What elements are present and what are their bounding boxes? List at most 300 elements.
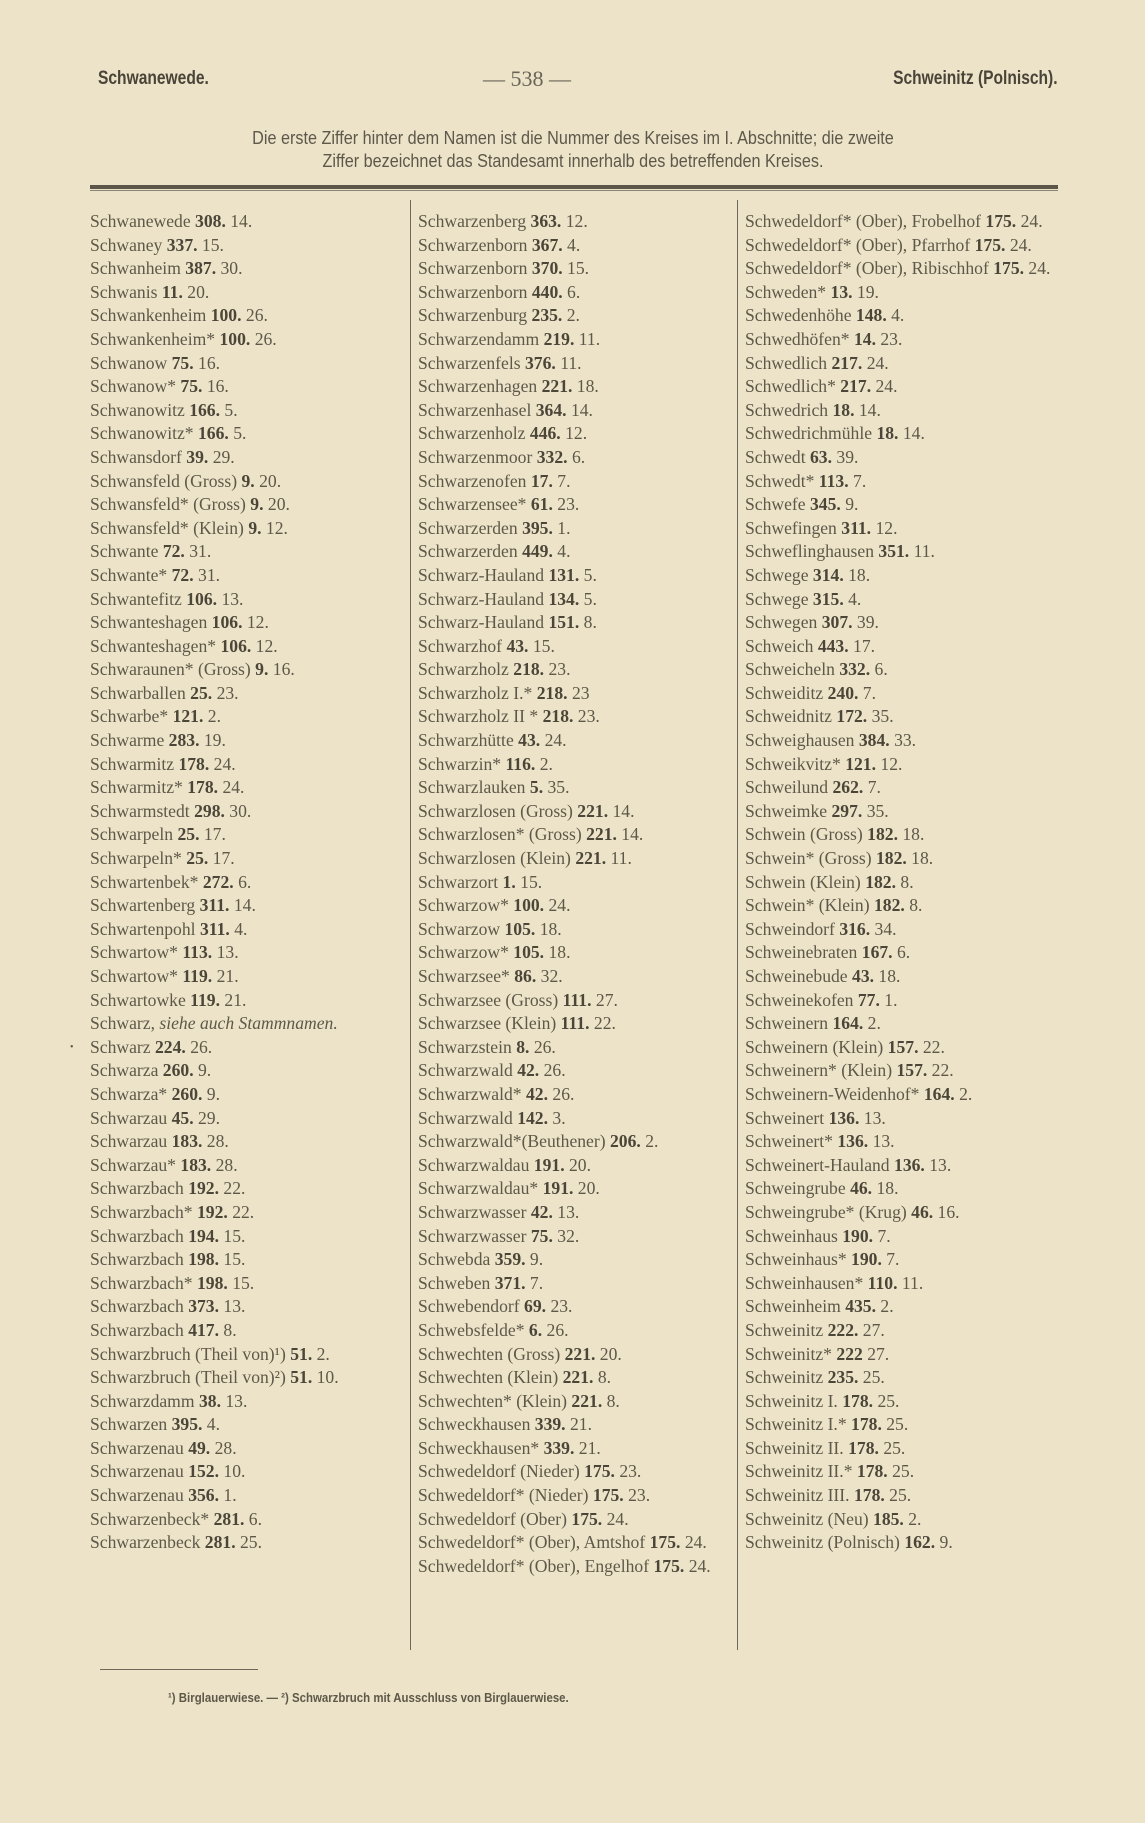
registry-office-number: 6. xyxy=(874,659,888,680)
index-entry xyxy=(745,564,1065,588)
registry-office-number: 1. xyxy=(223,1485,237,1506)
district-number: 25. xyxy=(177,824,200,845)
district-number: 51. xyxy=(290,1343,313,1364)
registry-office-number: 2. xyxy=(880,1296,894,1317)
entry-name: Schweiditz xyxy=(745,682,824,703)
entry-name: Schwarzsee* xyxy=(418,966,510,986)
index-entry xyxy=(745,234,1065,258)
registry-office-number: 15. xyxy=(232,1272,255,1293)
entry-name: Schwedlich* xyxy=(745,376,836,397)
registry-office-number: 9. xyxy=(845,494,859,515)
entry-name: Schweidnitz xyxy=(745,706,832,727)
index-entry xyxy=(418,564,736,588)
index-entry xyxy=(90,1484,402,1508)
registry-office-number: 32. xyxy=(557,1225,580,1246)
index-entry xyxy=(418,1390,736,1414)
index-entry xyxy=(418,1508,736,1532)
district-number: 281. xyxy=(204,1532,236,1553)
index-entry xyxy=(418,1059,736,1083)
index-entry xyxy=(745,1460,1065,1484)
index-entry xyxy=(90,1437,402,1461)
index-entry xyxy=(418,1225,736,1249)
registry-office-number: 8. xyxy=(909,895,923,916)
entry-name: Schwarzenberg xyxy=(418,211,527,231)
registry-office-number: 20. xyxy=(259,470,282,491)
registry-office-number: 4. xyxy=(891,305,905,326)
registry-office-number: 13. xyxy=(216,942,239,963)
index-entry xyxy=(90,375,402,399)
district-number: 164. xyxy=(923,1083,955,1104)
district-number: 217. xyxy=(831,352,863,373)
index-entry xyxy=(745,989,1065,1013)
entry-name: Schwarzau* xyxy=(90,1154,176,1175)
index-entry xyxy=(745,729,1065,753)
district-number: 178. xyxy=(842,1390,874,1411)
registry-office-number: 31. xyxy=(189,541,212,562)
registry-office-number: 4. xyxy=(206,1414,220,1435)
district-number: 13. xyxy=(830,281,853,302)
registry-office-number: 22. xyxy=(232,1201,255,1222)
entry-name: Schweilund xyxy=(745,777,829,798)
district-number: 206. xyxy=(610,1131,641,1152)
index-entry xyxy=(418,705,736,729)
district-number: 198. xyxy=(197,1272,228,1293)
entry-name: Schwarzenborn xyxy=(418,234,528,255)
registry-office-number: 17. xyxy=(203,824,226,845)
district-number: 105. xyxy=(513,942,545,963)
registry-office-number: 3. xyxy=(552,1107,566,1128)
district-number: 272. xyxy=(202,871,234,892)
registry-office-number: 9. xyxy=(206,1083,220,1104)
registry-office-number: 28. xyxy=(206,1131,229,1152)
entry-name: Schweckhausen xyxy=(418,1414,531,1435)
registry-office-number: 7. xyxy=(886,1249,900,1270)
registry-office-number: 17. xyxy=(853,635,876,656)
entry-name: Schwarzlosen (Klein) xyxy=(418,848,571,869)
index-entry xyxy=(90,422,402,446)
district-number: 178. xyxy=(848,1437,879,1458)
district-number: 182. xyxy=(865,871,896,892)
district-number: 106. xyxy=(186,588,218,609)
index-entry xyxy=(418,800,736,824)
index-entry xyxy=(745,1130,1065,1154)
entry-name: Schwarzwasser xyxy=(418,1225,527,1246)
district-number: 43. xyxy=(518,730,541,751)
district-number: 9. xyxy=(250,494,264,515)
registry-office-number: 24. xyxy=(1009,234,1032,255)
district-number: 376. xyxy=(525,352,556,373)
entry-name: Schwarzbruch (Theil von)¹) xyxy=(90,1343,286,1364)
district-number: 443. xyxy=(817,635,849,656)
index-entry xyxy=(418,1555,736,1579)
district-number: 192. xyxy=(197,1201,228,1222)
district-number: 262. xyxy=(832,777,864,798)
registry-office-number: 16. xyxy=(937,1201,960,1222)
district-number: 142. xyxy=(517,1107,548,1128)
entry-name: Schwedeldorf* (Ober), Frobelhof xyxy=(745,211,981,231)
registry-office-number: 25. xyxy=(862,1367,885,1388)
index-entry xyxy=(90,1413,402,1437)
index-entry xyxy=(90,281,402,305)
district-number: 182. xyxy=(867,824,898,845)
district-number: 18. xyxy=(832,399,855,420)
registry-office-number: 10. xyxy=(316,1367,339,1388)
entry-name: Schweighausen xyxy=(745,730,855,751)
registry-office-number: 7. xyxy=(557,470,571,491)
district-number: 9. xyxy=(255,659,269,680)
district-number: 217. xyxy=(840,376,872,397)
registry-office-number: 8. xyxy=(606,1390,620,1411)
district-number: 384. xyxy=(858,730,890,751)
entry-name: Schwege xyxy=(745,588,809,609)
entry-name: Schwartow* xyxy=(90,942,178,963)
registry-office-number: 28. xyxy=(214,1437,237,1458)
entry-name: Schwarzenhagen xyxy=(418,376,538,397)
district-number: 221. xyxy=(586,824,617,845)
index-entry xyxy=(418,871,736,895)
index-entry xyxy=(745,800,1065,824)
index-entry xyxy=(90,1083,402,1107)
index-entry xyxy=(90,1036,402,1060)
registry-office-number: 26. xyxy=(190,1036,213,1057)
district-number: 75. xyxy=(171,352,194,373)
district-number: 100. xyxy=(513,895,545,916)
entry-name: Schweinitz II.* xyxy=(745,1461,853,1482)
registry-office-number: 9. xyxy=(198,1060,212,1081)
index-entry xyxy=(90,800,402,824)
district-number: 297. xyxy=(831,800,863,821)
entry-name: Schwarballen xyxy=(90,682,186,703)
registry-office-number: 26. xyxy=(552,1083,575,1104)
index-entry xyxy=(90,1319,402,1343)
index-entry xyxy=(745,422,1065,446)
registry-office-number: 14. xyxy=(902,423,925,444)
entry-name: Schwechten* (Klein) xyxy=(418,1390,568,1411)
district-number: 157. xyxy=(887,1036,919,1057)
entry-name: Schwarzau xyxy=(90,1131,168,1152)
district-number: 166. xyxy=(189,399,220,420)
entry-name: Schwein (Klein) xyxy=(745,871,861,892)
entry-name: Schwartenpohl xyxy=(90,918,196,939)
index-entry xyxy=(418,1319,736,1343)
index-entry xyxy=(745,635,1065,659)
index-entry xyxy=(90,1248,402,1272)
index-entry xyxy=(418,1177,736,1201)
entry-name: Schweinebraten xyxy=(745,942,858,963)
entry-name: Schwarzbach xyxy=(90,1296,184,1317)
entry-name: Schwaraunen* (Gross) xyxy=(90,659,251,680)
registry-office-number: 7. xyxy=(877,1225,891,1246)
index-entry xyxy=(90,493,402,517)
registry-office-number: 8. xyxy=(223,1319,237,1340)
entry-name: Schwedenhöhe xyxy=(745,305,852,326)
entry-name: Schwanis xyxy=(90,281,158,302)
entry-name: Schwarzbach xyxy=(90,1225,184,1246)
entry-name: Schwefingen xyxy=(745,517,837,538)
district-number: 136. xyxy=(828,1107,860,1128)
index-entry xyxy=(745,304,1065,328)
district-number: 121. xyxy=(172,706,204,727)
index-entry xyxy=(90,894,402,918)
index-entry xyxy=(745,1319,1065,1343)
index-entry xyxy=(90,1295,402,1319)
entry-name: Schweinhaus* xyxy=(745,1249,847,1270)
entry-note: siehe auch Stammnamen. xyxy=(159,1013,338,1034)
index-entry xyxy=(90,941,402,965)
registry-office-number: 16. xyxy=(206,376,229,397)
entry-name: Schwanow xyxy=(90,352,168,373)
entry-name: Schwarzholz I.* xyxy=(418,682,533,703)
index-entry xyxy=(418,1083,736,1107)
district-number: 131. xyxy=(548,564,580,585)
index-entry xyxy=(745,1201,1065,1225)
entry-name: Schwarzensee* xyxy=(418,494,527,515)
index-entry xyxy=(745,1390,1065,1414)
index-entry xyxy=(90,1366,402,1390)
district-number: 364. xyxy=(535,399,567,420)
entry-name: Schweindorf xyxy=(745,918,835,939)
entry-name: Schweinitz* xyxy=(745,1343,832,1364)
entry-name: Schweinitz (Polnisch) xyxy=(745,1532,900,1553)
footnote: ¹) Birglauerwiese. — ²) Schwarzbruch mit Ausschluss von Birglauerwiese. xyxy=(168,1690,569,1705)
district-number: 106. xyxy=(211,612,243,633)
entry-name: Schwarzenbeck* xyxy=(90,1508,210,1529)
registry-office-number: 12. xyxy=(265,517,288,538)
registry-office-number: 16. xyxy=(198,352,221,373)
district-number: 235. xyxy=(827,1367,859,1388)
district-number: 42. xyxy=(530,1201,553,1222)
entry-name: Schwegen xyxy=(745,612,818,633)
index-entry xyxy=(745,965,1065,989)
entry-name: Schwankenheim* xyxy=(90,328,216,349)
registry-office-number: 11. xyxy=(913,541,935,562)
registry-office-number: 25. xyxy=(877,1390,900,1411)
registry-office-number: 25. xyxy=(886,1414,909,1435)
index-entry xyxy=(418,1012,736,1036)
registry-office-number: 13. xyxy=(557,1201,580,1222)
district-number: 395. xyxy=(171,1414,203,1435)
entry-name: Schwartenbek* xyxy=(90,871,199,892)
district-number: 307. xyxy=(821,612,853,633)
index-entry xyxy=(418,1201,736,1225)
registry-office-number: 19. xyxy=(203,730,226,751)
entry-name: Schwedrich xyxy=(745,399,829,420)
registry-office-number: 18. xyxy=(539,918,562,939)
registry-office-number: 32. xyxy=(540,966,563,986)
index-entry xyxy=(90,1177,402,1201)
entry-name: Schwarzwald* xyxy=(418,1083,522,1104)
district-number: 136. xyxy=(837,1131,869,1152)
registry-office-number: 23. xyxy=(550,1296,573,1317)
index-entry xyxy=(90,1012,402,1036)
entry-name: Schwartenberg xyxy=(90,895,196,916)
district-number: 175. xyxy=(649,1532,681,1553)
registry-office-number: 16. xyxy=(272,659,295,680)
index-entry xyxy=(418,1460,736,1484)
entry-name: Schweingrube xyxy=(745,1178,846,1199)
index-entry xyxy=(745,1366,1065,1390)
district-number: 192. xyxy=(188,1178,219,1199)
district-number: 235. xyxy=(531,305,563,326)
index-entry xyxy=(418,1295,736,1319)
index-entry xyxy=(418,1413,736,1437)
registry-office-number: 15. xyxy=(201,234,224,255)
district-number: 373. xyxy=(188,1296,219,1317)
district-number: 260. xyxy=(162,1060,194,1081)
district-number: 157. xyxy=(896,1060,928,1081)
registry-office-number: 23. xyxy=(557,494,580,515)
registry-office-number: 1. xyxy=(557,517,571,538)
entry-name: Schweinitz xyxy=(745,1319,824,1340)
registry-office-number: 24. xyxy=(1020,211,1043,231)
index-entry xyxy=(745,1484,1065,1508)
district-number: 152. xyxy=(188,1461,219,1482)
index-entry xyxy=(90,399,402,423)
registry-office-number: 4. xyxy=(848,588,862,609)
district-number: 42. xyxy=(525,1083,548,1104)
entry-name: Schweimke xyxy=(745,800,828,821)
registry-office-number: 14. xyxy=(858,399,881,420)
entry-name: Schwarz-Hauland xyxy=(418,612,545,633)
district-number: 339. xyxy=(534,1414,566,1435)
district-number: 75. xyxy=(530,1225,553,1246)
entry-name: Schwansfeld* (Gross) xyxy=(90,494,246,515)
entry-name: Schwarzstein xyxy=(418,1036,512,1057)
index-entry xyxy=(90,965,402,989)
entry-name: Schwarzlosen* (Gross) xyxy=(418,824,582,845)
index-entry xyxy=(418,1484,736,1508)
district-number: 345. xyxy=(809,494,841,515)
index-entry xyxy=(90,328,402,352)
index-entry xyxy=(745,257,1065,281)
entry-name: Schweinebude xyxy=(745,966,848,986)
district-number: 175. xyxy=(985,211,1017,231)
district-number: 134. xyxy=(548,588,580,609)
registry-office-number: 13. xyxy=(221,588,244,609)
district-number: 356. xyxy=(188,1485,219,1506)
registry-office-number: 18. xyxy=(911,848,934,869)
index-entry xyxy=(90,989,402,1013)
index-entry xyxy=(90,1154,402,1178)
index-entry xyxy=(745,493,1065,517)
registry-office-number: 7. xyxy=(862,682,876,703)
district-number: 113. xyxy=(182,942,213,963)
registry-office-number: 20. xyxy=(187,281,210,302)
district-number: 166. xyxy=(198,423,229,444)
index-entry xyxy=(90,588,402,612)
registry-office-number: 6. xyxy=(248,1508,262,1529)
entry-name: Schwarzau xyxy=(90,1107,168,1128)
district-number: 337. xyxy=(166,234,198,255)
index-entry xyxy=(418,328,736,352)
entry-name: Schwarzhof xyxy=(418,635,503,656)
registry-office-number: 14. xyxy=(612,800,635,821)
entry-name: Schwarzerden xyxy=(418,517,518,538)
registry-office-number: 39. xyxy=(856,612,879,633)
registry-office-number: 14. xyxy=(233,895,256,916)
registry-office-number: 24. xyxy=(606,1508,629,1529)
entry-name: Schwarzen xyxy=(90,1414,168,1435)
district-number: 449. xyxy=(522,541,553,562)
index-entry xyxy=(90,871,402,895)
index-entry xyxy=(90,635,402,659)
district-number: 194. xyxy=(188,1225,219,1246)
index-entry xyxy=(90,210,402,234)
district-number: 151. xyxy=(548,612,580,633)
district-number: 370. xyxy=(531,258,563,279)
entry-name: Schwedeldorf* (Ober), Engelhof xyxy=(418,1555,650,1576)
entry-name: Schwanowitz* xyxy=(90,423,194,444)
district-number: 178. xyxy=(856,1461,888,1482)
index-entry xyxy=(745,470,1065,494)
district-number: 224. xyxy=(154,1036,186,1057)
district-number: 332. xyxy=(536,446,568,467)
registry-office-number: 23. xyxy=(619,1461,642,1482)
entry-name: Schwarzsee (Gross) xyxy=(418,989,559,1010)
district-number: 11. xyxy=(161,281,183,302)
index-entry xyxy=(418,470,736,494)
entry-name: Schwarbe* xyxy=(90,706,169,727)
entry-name: Schwarzwald xyxy=(418,1107,513,1128)
district-number: 111. xyxy=(560,1013,590,1034)
entry-name: Schwarzenbeck xyxy=(90,1532,201,1553)
index-entry xyxy=(90,1201,402,1225)
district-number: 175. xyxy=(592,1485,624,1506)
entry-name: Schwarzwaldau xyxy=(418,1154,530,1175)
district-number: 116. xyxy=(505,753,536,774)
entry-name: Schwebsfelde* xyxy=(418,1319,525,1340)
index-entry xyxy=(745,1413,1065,1437)
district-number: 164. xyxy=(832,1013,864,1034)
district-number: 9. xyxy=(248,517,262,538)
index-entry xyxy=(745,1295,1065,1319)
district-number: 221. xyxy=(577,800,609,821)
entry-name: Schweinitz (Neu) xyxy=(745,1508,869,1529)
district-number: 17. xyxy=(530,470,553,491)
entry-name: Schwansfeld (Gross) xyxy=(90,470,238,491)
district-number: 311. xyxy=(199,895,230,916)
entry-name: Schwedeldorf (Nieder) xyxy=(418,1461,580,1482)
district-number: 18. xyxy=(876,423,899,444)
registry-office-number: 27. xyxy=(862,1319,885,1340)
index-entry xyxy=(418,1130,736,1154)
district-number: 221. xyxy=(541,376,573,397)
entry-name: Schweckhausen* xyxy=(418,1437,540,1458)
district-number: 387. xyxy=(185,258,217,279)
index-entry xyxy=(90,1343,402,1367)
header-rule xyxy=(90,185,1058,189)
registry-office-number: 10. xyxy=(223,1461,246,1482)
registry-office-number: 26. xyxy=(245,305,268,326)
district-number: 172. xyxy=(836,706,868,727)
district-number: 222. xyxy=(827,1319,859,1340)
registry-office-number: 20. xyxy=(569,1154,591,1175)
registry-office-number: 24. xyxy=(222,777,245,798)
registry-office-number: 11. xyxy=(901,1272,924,1293)
registry-office-number: 13. xyxy=(863,1107,886,1128)
index-entry xyxy=(745,1272,1065,1296)
entry-name: Schwarzwasser xyxy=(418,1201,527,1222)
entry-name: Schwaney xyxy=(90,234,163,255)
index-entry xyxy=(90,1107,402,1131)
intro-note xyxy=(137,127,1010,173)
page-number: — 538 — xyxy=(483,66,571,91)
index-column-1 xyxy=(90,210,402,1555)
index-entry xyxy=(418,1272,736,1296)
district-number: 221. xyxy=(564,1343,596,1364)
district-number: 311. xyxy=(199,918,230,939)
entry-name: Schwedhöfen* xyxy=(745,328,850,349)
